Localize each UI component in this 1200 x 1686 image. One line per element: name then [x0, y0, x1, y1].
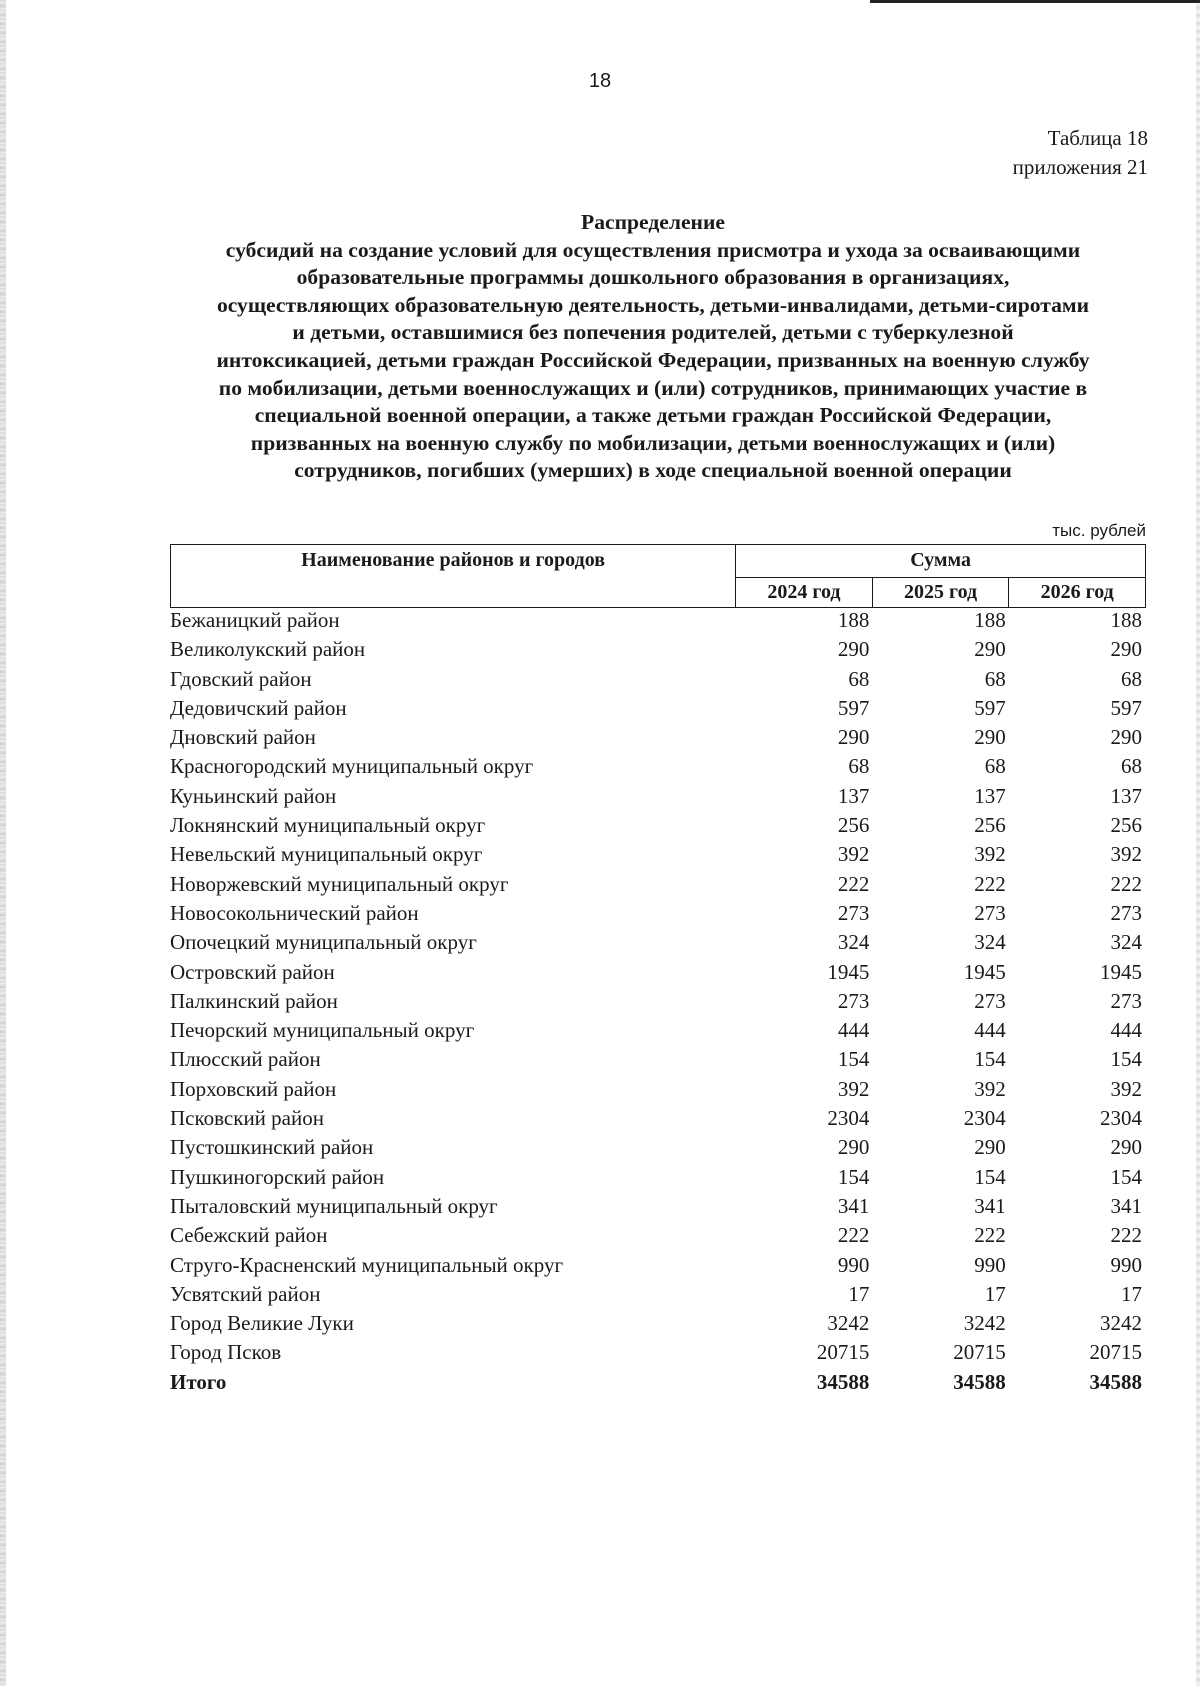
- table-row: [170, 840, 1146, 869]
- total-value-2025: [873, 1368, 1009, 1397]
- row-value-2026: [1010, 1104, 1146, 1133]
- value-text: 20715: [953, 1340, 1006, 1365]
- data-table: [170, 606, 1146, 1397]
- row-name: Опочецкий муниципальный округ: [170, 930, 477, 955]
- row-name: Бежаницкий район: [170, 608, 340, 632]
- column-header-year-2025: 2025 год: [872, 577, 1009, 607]
- table-row: [170, 752, 1146, 781]
- table-row: [170, 782, 1146, 811]
- row-value-2025: [873, 1192, 1009, 1221]
- row-value-2024: [737, 870, 873, 899]
- row-name: Новосокольнический район: [170, 900, 419, 925]
- value-text: 3242: [963, 1311, 1006, 1336]
- table-row: [170, 1163, 1146, 1192]
- table-row: [170, 1016, 1146, 1045]
- value-text: 290: [837, 1135, 870, 1160]
- value-text: 341: [1110, 1193, 1142, 1218]
- value-text: 3242: [1100, 1311, 1142, 1336]
- value-text: 2304: [963, 1106, 1006, 1131]
- total-value-2026: [1010, 1368, 1146, 1397]
- row-value-2025: [873, 1133, 1009, 1162]
- value-text: 34588: [1089, 1369, 1142, 1394]
- value-text: 34588: [953, 1369, 1006, 1394]
- row-name: Невельский муниципальный округ: [170, 842, 483, 867]
- value-text: 1945: [827, 959, 870, 984]
- row-value-2026: [1010, 811, 1146, 840]
- column-header-year-2024: 2024 год: [736, 577, 873, 607]
- value-text: 290: [1110, 725, 1142, 750]
- table-row: [170, 694, 1146, 723]
- total-label: Итого: [170, 1369, 227, 1394]
- value-text: 392: [974, 842, 1006, 867]
- table-row: [170, 1192, 1146, 1221]
- value-text: 222: [1110, 1223, 1142, 1248]
- row-value-2025: [873, 899, 1009, 928]
- table-row: [170, 928, 1146, 957]
- row-name: Псковский район: [170, 1106, 324, 1131]
- scan-edge-top: [870, 0, 1200, 3]
- value-text: 68: [984, 754, 1006, 779]
- row-name: Город Псков: [170, 1340, 282, 1365]
- value-text: 68: [848, 666, 870, 691]
- row-name: Пыталовский муниципальный округ: [170, 1193, 498, 1218]
- row-value-2025: [873, 1251, 1009, 1280]
- row-value-2026: [1010, 1016, 1146, 1045]
- row-name: Порховский район: [170, 1076, 337, 1101]
- row-value-2024: [737, 1251, 873, 1280]
- value-text: 392: [837, 1076, 870, 1101]
- row-value-2025: [873, 752, 1009, 781]
- total-row: [170, 1368, 1146, 1397]
- row-value-2026: [1010, 899, 1146, 928]
- title-line: и детьми, оставшимися без попечения родителей, детьми с туберкулезной: [292, 320, 1014, 345]
- value-text: 273: [1110, 900, 1142, 925]
- row-name: Дедовичский район: [170, 695, 347, 720]
- table-row: [170, 606, 1146, 635]
- value-text: 154: [1110, 1164, 1142, 1189]
- row-value-2026: [1010, 665, 1146, 694]
- value-text: 444: [974, 1018, 1006, 1043]
- row-value-2024: [737, 752, 873, 781]
- row-value-2024: [737, 899, 873, 928]
- row-value-2026: [1010, 752, 1146, 781]
- row-value-2026: [1010, 1192, 1146, 1221]
- value-text: 3242: [827, 1311, 870, 1336]
- value-text: 392: [1110, 842, 1142, 867]
- row-value-2026: [1010, 1075, 1146, 1104]
- value-text: 324: [974, 930, 1006, 955]
- table-header: [170, 544, 1146, 608]
- row-value-2026: [1010, 987, 1146, 1016]
- value-text: 990: [837, 1252, 870, 1277]
- row-value-2026: [1010, 723, 1146, 752]
- table-row: [170, 1251, 1146, 1280]
- units-label: тыс. рублей: [1052, 521, 1146, 540]
- value-text: 222: [974, 871, 1006, 896]
- row-value-2025: [873, 694, 1009, 723]
- table-row: [170, 1309, 1146, 1338]
- row-name: Плюсский район: [170, 1047, 321, 1072]
- value-text: 290: [1110, 1135, 1142, 1160]
- table-reference-line1: Таблица 18: [1047, 126, 1148, 150]
- value-text: 256: [837, 813, 870, 838]
- row-value-2025: [873, 1045, 1009, 1074]
- value-text: 188: [1110, 608, 1142, 632]
- value-text: 154: [837, 1164, 870, 1189]
- value-text: 341: [837, 1193, 870, 1218]
- value-text: 188: [974, 608, 1006, 632]
- value-text: 137: [1110, 783, 1142, 808]
- row-name: Красногородский муниципальный округ: [170, 754, 534, 779]
- row-value-2025: [873, 1221, 1009, 1250]
- value-text: 273: [974, 988, 1006, 1013]
- value-text: 1945: [1100, 959, 1142, 984]
- value-text: 20715: [816, 1340, 870, 1365]
- row-name: Себежский район: [170, 1223, 328, 1248]
- value-text: 154: [974, 1164, 1006, 1189]
- row-value-2025: [873, 723, 1009, 752]
- row-value-2025: [873, 1075, 1009, 1104]
- table-row: [170, 899, 1146, 928]
- row-name: Пушкиногорский район: [170, 1164, 385, 1189]
- column-header-year-2026: 2026 год: [1009, 577, 1146, 607]
- value-text: 188: [837, 608, 870, 632]
- row-value-2025: [873, 987, 1009, 1016]
- value-text: 137: [974, 783, 1006, 808]
- row-value-2024: [737, 1016, 873, 1045]
- row-name: Пустошкинский район: [170, 1135, 374, 1160]
- title-line: интоксикацией, детьми граждан Российской Федерации, призванных на военную службу: [216, 347, 1090, 372]
- value-text: 256: [974, 813, 1006, 838]
- title-line: специальной военной операции, а также детьми граждан Российской Федерации,: [254, 403, 1052, 428]
- row-value-2026: [1010, 958, 1146, 987]
- value-text: 222: [1110, 871, 1142, 896]
- value-text: 154: [974, 1047, 1006, 1072]
- row-value-2026: [1010, 635, 1146, 664]
- row-value-2025: [873, 665, 1009, 694]
- row-value-2024: [737, 723, 873, 752]
- title-line: образовательные программы дошкольного образования в организациях,: [296, 265, 1010, 290]
- value-text: 273: [974, 900, 1006, 925]
- table-row: [170, 1075, 1146, 1104]
- row-value-2026: [1010, 1221, 1146, 1250]
- title-line: сотрудников, погибших (умерших) в ходе специальной военной операции: [294, 458, 1012, 483]
- row-value-2025: [873, 928, 1009, 957]
- row-value-2024: [737, 1075, 873, 1104]
- table-row: [170, 1133, 1146, 1162]
- row-value-2026: [1010, 1045, 1146, 1074]
- value-text: 20715: [1089, 1340, 1142, 1365]
- row-value-2024: [737, 1338, 873, 1367]
- row-value-2024: [737, 987, 873, 1016]
- title-line: призванных на военную службу по мобилизации, детьми военнослужащих и (или): [250, 430, 1056, 455]
- row-value-2024: [737, 606, 873, 635]
- value-text: 154: [1110, 1047, 1142, 1072]
- value-text: 597: [1110, 695, 1142, 720]
- title-line: субсидий на создание условий для осуществления присмотра и ухода за осваивающими: [225, 237, 1081, 262]
- value-text: 68: [1121, 666, 1142, 691]
- row-value-2025: [873, 1338, 1009, 1367]
- row-value-2025: [873, 782, 1009, 811]
- row-name: Островский район: [170, 959, 335, 984]
- row-value-2024: [737, 635, 873, 664]
- table-row: [170, 1338, 1146, 1367]
- row-value-2025: [873, 811, 1009, 840]
- table-body: [170, 606, 1146, 1397]
- row-value-2026: [1010, 1280, 1146, 1309]
- value-text: 290: [974, 1135, 1006, 1160]
- value-text: 290: [1110, 637, 1142, 662]
- value-text: 444: [837, 1018, 870, 1043]
- row-name: Палкинский район: [170, 988, 338, 1013]
- value-text: 2304: [1100, 1106, 1142, 1131]
- table-row: [170, 1221, 1146, 1250]
- row-value-2026: [1010, 1163, 1146, 1192]
- title-line: осуществляющих образовательную деятельность, детьми-инвалидами, детьми-сиротами: [216, 292, 1090, 317]
- row-value-2026: [1010, 606, 1146, 635]
- row-name: Великолукский район: [170, 637, 366, 662]
- value-text: 324: [1110, 930, 1142, 955]
- row-name: Город Великие Луки: [170, 1311, 354, 1336]
- value-text: 17: [848, 1281, 870, 1306]
- row-value-2026: [1010, 1338, 1146, 1367]
- scan-edge-left: [0, 0, 6, 1686]
- value-text: 68: [848, 754, 870, 779]
- value-text: 990: [974, 1252, 1006, 1277]
- document-title: [160, 209, 1146, 485]
- row-value-2024: [737, 782, 873, 811]
- row-value-2024: [737, 1221, 873, 1250]
- title-line: по мобилизации, детьми военнослужащих и (или) сотрудников, принимающих участие в: [218, 375, 1088, 400]
- row-value-2024: [737, 1133, 873, 1162]
- table-row: [170, 987, 1146, 1016]
- value-text: 222: [837, 1223, 870, 1248]
- row-name: Усвятский район: [170, 1281, 321, 1306]
- value-text: 324: [837, 930, 870, 955]
- page-number: 18: [588, 70, 612, 92]
- row-name: Локнянский муниципальный округ: [170, 813, 486, 838]
- value-text: 2304: [827, 1106, 870, 1131]
- row-value-2024: [737, 1163, 873, 1192]
- row-value-2024: [737, 840, 873, 869]
- table-row: [170, 1045, 1146, 1074]
- row-value-2026: [1010, 694, 1146, 723]
- table-row: [170, 958, 1146, 987]
- row-value-2024: [737, 665, 873, 694]
- row-value-2025: [873, 1163, 1009, 1192]
- value-text: 392: [837, 842, 870, 867]
- row-value-2025: [873, 635, 1009, 664]
- value-text: 273: [837, 900, 870, 925]
- value-text: 17: [1121, 1281, 1142, 1306]
- value-text: 290: [837, 725, 870, 750]
- table-row: [170, 723, 1146, 752]
- row-value-2025: [873, 1016, 1009, 1045]
- row-name: Гдовский район: [170, 666, 312, 691]
- table-row: [170, 811, 1146, 840]
- value-text: 256: [1110, 813, 1142, 838]
- row-value-2025: [873, 870, 1009, 899]
- table-reference: [1013, 124, 1148, 182]
- value-text: 68: [1121, 754, 1142, 779]
- row-name: Дновский район: [170, 725, 316, 750]
- value-text: 290: [837, 637, 870, 662]
- row-name: Струго-Красненский муниципальный округ: [170, 1252, 564, 1277]
- row-value-2024: [737, 928, 873, 957]
- row-value-2025: [873, 1309, 1009, 1338]
- value-text: 290: [974, 637, 1006, 662]
- value-text: 34588: [816, 1369, 870, 1394]
- row-name: Печорский муниципальный округ: [170, 1018, 475, 1043]
- row-value-2026: [1010, 782, 1146, 811]
- row-value-2024: [737, 811, 873, 840]
- row-value-2026: [1010, 870, 1146, 899]
- title-heading: Распределение: [581, 210, 725, 234]
- table-reference-line2: приложения 21: [1012, 155, 1148, 179]
- value-text: 273: [837, 988, 870, 1013]
- value-text: 392: [1110, 1076, 1142, 1101]
- value-text: 137: [837, 783, 870, 808]
- row-value-2026: [1010, 1251, 1146, 1280]
- value-text: 597: [837, 695, 870, 720]
- total-value-2024: [737, 1368, 873, 1397]
- table-row: [170, 635, 1146, 664]
- row-value-2025: [873, 1280, 1009, 1309]
- row-value-2026: [1010, 928, 1146, 957]
- value-text: 17: [984, 1281, 1006, 1306]
- row-value-2024: [737, 1045, 873, 1074]
- column-header-name: Наименование районов и городов: [171, 545, 736, 608]
- value-text: 1945: [963, 959, 1006, 984]
- row-value-2025: [873, 606, 1009, 635]
- value-text: 290: [974, 725, 1006, 750]
- value-text: 68: [984, 666, 1006, 691]
- table-row: [170, 870, 1146, 899]
- value-text: 222: [974, 1223, 1006, 1248]
- value-text: 597: [974, 695, 1006, 720]
- row-value-2026: [1010, 1133, 1146, 1162]
- value-text: 392: [974, 1076, 1006, 1101]
- row-value-2024: [737, 1104, 873, 1133]
- column-header-sum: Сумма: [736, 545, 1146, 578]
- row-name: Куньинский район: [170, 783, 337, 808]
- value-text: 341: [974, 1193, 1006, 1218]
- table-row: [170, 1280, 1146, 1309]
- row-value-2026: [1010, 840, 1146, 869]
- row-value-2024: [737, 958, 873, 987]
- row-value-2026: [1010, 1309, 1146, 1338]
- row-name: Новоржевский муниципальный округ: [170, 871, 509, 896]
- row-value-2024: [737, 1280, 873, 1309]
- row-value-2025: [873, 1104, 1009, 1133]
- value-text: 222: [837, 871, 870, 896]
- row-value-2024: [737, 694, 873, 723]
- row-value-2024: [737, 1309, 873, 1338]
- row-value-2025: [873, 840, 1009, 869]
- value-text: 273: [1110, 988, 1142, 1013]
- scan-edge-right: [1196, 0, 1200, 1686]
- row-value-2025: [873, 958, 1009, 987]
- row-value-2024: [737, 1192, 873, 1221]
- value-text: 990: [1110, 1252, 1142, 1277]
- table-row: [170, 1104, 1146, 1133]
- value-text: 154: [837, 1047, 870, 1072]
- table-row: [170, 665, 1146, 694]
- value-text: 444: [1110, 1018, 1142, 1043]
